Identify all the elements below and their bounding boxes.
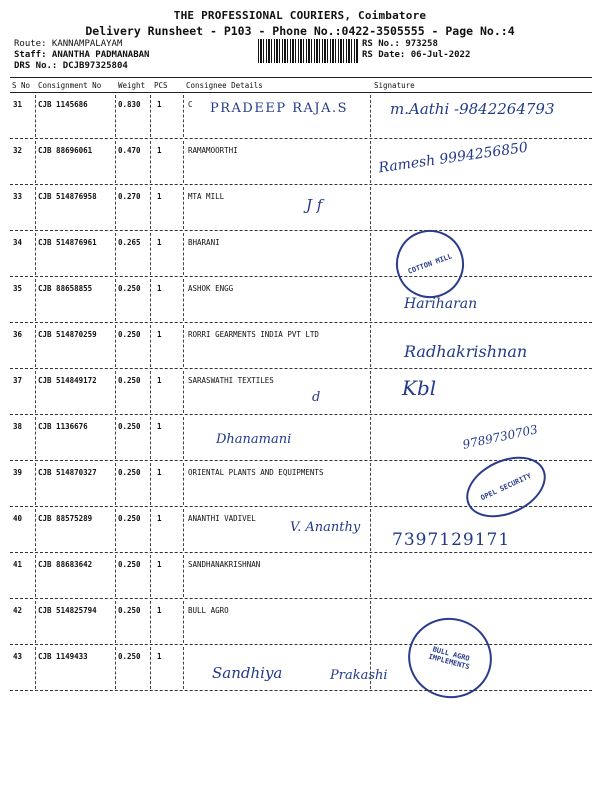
cell-consignee: RAMAMOORTHI xyxy=(188,146,238,155)
column-divider xyxy=(35,647,36,689)
signature-43: Prakashi xyxy=(330,668,388,683)
column-divider xyxy=(183,141,184,183)
signature-35: Hariharan xyxy=(404,296,478,312)
column-divider xyxy=(150,279,151,321)
column-divider xyxy=(370,325,371,367)
column-divider xyxy=(370,187,371,229)
column-divider xyxy=(115,95,116,137)
row-separator xyxy=(10,184,592,185)
row-separator xyxy=(10,322,592,323)
cell-sno: 41 xyxy=(13,560,23,569)
cell-consignment: CJB 1136676 xyxy=(38,422,88,431)
handwritten-name-31: PRADEEP RAJA.S xyxy=(210,101,349,116)
column-divider xyxy=(183,509,184,551)
phone-38: 9789730703 xyxy=(461,422,539,452)
column-divider xyxy=(35,187,36,229)
cell-consignee: BHARANI xyxy=(188,238,220,247)
cell-sno: 32 xyxy=(13,146,23,155)
cell-consignee: ORIENTAL PLANTS AND EQUIPMENTS xyxy=(188,468,324,477)
column-divider xyxy=(183,555,184,597)
column-divider xyxy=(150,601,151,643)
cell-sno: 31 xyxy=(13,100,23,109)
column-divider xyxy=(115,279,116,321)
col-header-signature: Signature xyxy=(374,81,415,90)
col-header-consignee: Consignee Details xyxy=(186,81,263,90)
handwritten-name-43: Sandhiya xyxy=(212,664,283,682)
row-separator xyxy=(10,368,592,369)
company-title: THE PROFESSIONAL COURIERS, Coimbatore xyxy=(173,9,427,22)
column-divider xyxy=(370,141,371,183)
cell-pcs: 1 xyxy=(157,146,162,155)
cell-consignment: CJB 514870259 xyxy=(38,330,97,339)
cell-consignment: CJB 514870327 xyxy=(38,468,97,477)
cell-consignee: SARASWATHI TEXTILES xyxy=(188,376,274,385)
cell-weight: 0.250 xyxy=(118,652,141,661)
runsheet-subtitle: Delivery Runsheet - P103 - Phone No.:0422-3505555 - Page No.:4 xyxy=(85,24,515,38)
row-separator xyxy=(10,230,592,231)
cell-pcs: 1 xyxy=(157,100,162,109)
cell-weight: 0.250 xyxy=(118,606,141,615)
cell-consignment: CJB 88575289 xyxy=(38,514,93,523)
column-divider xyxy=(115,233,116,275)
cell-pcs: 1 xyxy=(157,330,162,339)
rs-number: RS No.: 973258 xyxy=(362,39,438,49)
cell-sno: 43 xyxy=(13,652,23,661)
row-separator xyxy=(10,690,592,691)
column-divider xyxy=(115,417,116,459)
column-divider xyxy=(35,325,36,367)
row-separator xyxy=(10,644,592,645)
column-divider xyxy=(370,279,371,321)
column-divider xyxy=(183,417,184,459)
cell-pcs: 1 xyxy=(157,606,162,615)
cell-consignment: CJB 1145686 xyxy=(38,100,88,109)
row-separator xyxy=(10,276,592,277)
header-top-rule xyxy=(10,77,592,78)
cell-weight: 0.250 xyxy=(118,330,141,339)
column-divider xyxy=(35,233,36,275)
col-header-consignment: Consignment No xyxy=(38,81,102,90)
cell-pcs: 1 xyxy=(157,284,162,293)
cell-consignee: RORRI GEARMENTS INDIA PVT LTD xyxy=(188,330,319,339)
handwritten-name-40: V. Ananthy xyxy=(290,520,361,535)
cell-weight: 0.250 xyxy=(118,560,141,569)
cell-pcs: 1 xyxy=(157,192,162,201)
cell-pcs: 1 xyxy=(157,422,162,431)
cell-weight: 0.250 xyxy=(118,284,141,293)
cell-consignment: CJB 514825794 xyxy=(38,606,97,615)
staff-label: Staff: ANANTHA PADMANABAN xyxy=(14,50,150,60)
route-label: Route: KANNAMPALAYAM xyxy=(14,39,123,49)
column-divider xyxy=(370,417,371,459)
cell-consignment: CJB 1149433 xyxy=(38,652,88,661)
mark-37: d xyxy=(312,390,321,405)
column-divider xyxy=(150,371,151,413)
cell-consignment: CJB 88658855 xyxy=(38,284,93,293)
column-divider xyxy=(150,233,151,275)
barcode xyxy=(258,39,358,63)
column-divider xyxy=(183,371,184,413)
col-header-weight: Weight xyxy=(118,81,146,90)
row-separator xyxy=(10,414,592,415)
cotton-mill-stamp: COTTON MILL xyxy=(386,220,473,307)
cell-sno: 36 xyxy=(13,330,23,339)
column-divider xyxy=(370,509,371,551)
cell-sno: 37 xyxy=(13,376,23,385)
column-divider xyxy=(183,95,184,137)
column-divider xyxy=(370,371,371,413)
column-divider xyxy=(150,95,151,137)
col-header-pcs: PCS xyxy=(154,81,168,90)
column-divider xyxy=(150,187,151,229)
cell-consignee: ASHOK ENGG xyxy=(188,284,234,293)
column-divider xyxy=(183,187,184,229)
column-divider xyxy=(150,509,151,551)
rs-date: RS Date: 06-Jul-2022 xyxy=(362,50,471,60)
column-divider xyxy=(115,463,116,505)
column-divider xyxy=(35,509,36,551)
column-divider xyxy=(183,601,184,643)
column-divider xyxy=(35,601,36,643)
cell-consignee: SANDHANAKRISHNAN xyxy=(188,560,261,569)
col-header-sno: S No xyxy=(12,81,31,90)
cell-weight: 0.270 xyxy=(118,192,141,201)
column-divider xyxy=(150,555,151,597)
column-divider xyxy=(115,555,116,597)
cell-consignment: CJB 514876961 xyxy=(38,238,97,247)
cell-pcs: 1 xyxy=(157,514,162,523)
cell-sno: 34 xyxy=(13,238,23,247)
column-divider xyxy=(35,417,36,459)
row-separator xyxy=(10,552,592,553)
cell-pcs: 1 xyxy=(157,468,162,477)
column-divider xyxy=(183,233,184,275)
column-divider xyxy=(115,601,116,643)
cell-weight: 0.250 xyxy=(118,514,141,523)
cell-weight: 0.250 xyxy=(118,468,141,477)
signature-31: m.Aathi -9842264793 xyxy=(390,100,555,118)
opel-security-stamp: OPEL SECURITY xyxy=(457,445,556,529)
cell-consignment: CJB 514849172 xyxy=(38,376,97,385)
column-divider xyxy=(150,417,151,459)
row-separator xyxy=(10,138,592,139)
column-divider xyxy=(150,647,151,689)
column-divider xyxy=(115,141,116,183)
cell-consignment: CJB 88696061 xyxy=(38,146,93,155)
handwritten-name-38: Dhanamani xyxy=(216,432,292,447)
cell-weight: 0.265 xyxy=(118,238,141,247)
column-divider xyxy=(115,371,116,413)
cell-pcs: 1 xyxy=(157,238,162,247)
column-divider xyxy=(370,601,371,643)
column-divider xyxy=(35,555,36,597)
cell-sno: 33 xyxy=(13,192,23,201)
cell-consignment: CJB 88683642 xyxy=(38,560,93,569)
signature-33: J f xyxy=(306,196,323,214)
cell-consignee: BULL AGRO xyxy=(188,606,229,615)
column-divider xyxy=(35,463,36,505)
header-bottom-rule xyxy=(10,92,592,93)
cell-sno: 39 xyxy=(13,468,23,477)
column-divider xyxy=(183,279,184,321)
cell-sno: 42 xyxy=(13,606,23,615)
row-separator xyxy=(10,598,592,599)
cell-sno: 35 xyxy=(13,284,23,293)
column-divider xyxy=(35,371,36,413)
cell-weight: 0.830 xyxy=(118,100,141,109)
column-divider xyxy=(150,141,151,183)
cell-pcs: 1 xyxy=(157,560,162,569)
column-divider xyxy=(35,141,36,183)
cell-consignee: C xyxy=(188,100,193,109)
cell-consignee: ANANTHI VADIVEL xyxy=(188,514,256,523)
signature-32: Ramesh 9994256850 xyxy=(377,139,529,177)
column-divider xyxy=(150,463,151,505)
column-divider xyxy=(35,279,36,321)
column-divider xyxy=(370,555,371,597)
column-divider xyxy=(115,509,116,551)
cell-sno: 40 xyxy=(13,514,23,523)
cell-weight: 0.250 xyxy=(118,422,141,431)
column-divider xyxy=(370,95,371,137)
cell-pcs: 1 xyxy=(157,652,162,661)
column-divider xyxy=(115,647,116,689)
column-divider xyxy=(115,325,116,367)
column-divider xyxy=(115,187,116,229)
cell-sno: 38 xyxy=(13,422,23,431)
column-divider xyxy=(150,325,151,367)
cell-weight: 0.470 xyxy=(118,146,141,155)
cell-weight: 0.250 xyxy=(118,376,141,385)
column-divider xyxy=(183,325,184,367)
column-divider xyxy=(370,463,371,505)
signature-36: Radhakrishnan xyxy=(404,342,528,361)
bull-agro-stamp: BULL AGRO IMPLEMENTS xyxy=(399,608,501,707)
cell-pcs: 1 xyxy=(157,376,162,385)
drs-number: DRS No.: DCJB97325804 xyxy=(14,61,128,71)
column-divider xyxy=(370,233,371,275)
column-divider xyxy=(183,463,184,505)
phone-40: 7397129171 xyxy=(392,530,511,550)
cell-consignee: MTA MILL xyxy=(188,192,225,201)
cell-consignment: CJB 514876958 xyxy=(38,192,97,201)
signature-37: Kbl xyxy=(402,376,437,400)
column-divider xyxy=(183,647,184,689)
column-divider xyxy=(35,95,36,137)
